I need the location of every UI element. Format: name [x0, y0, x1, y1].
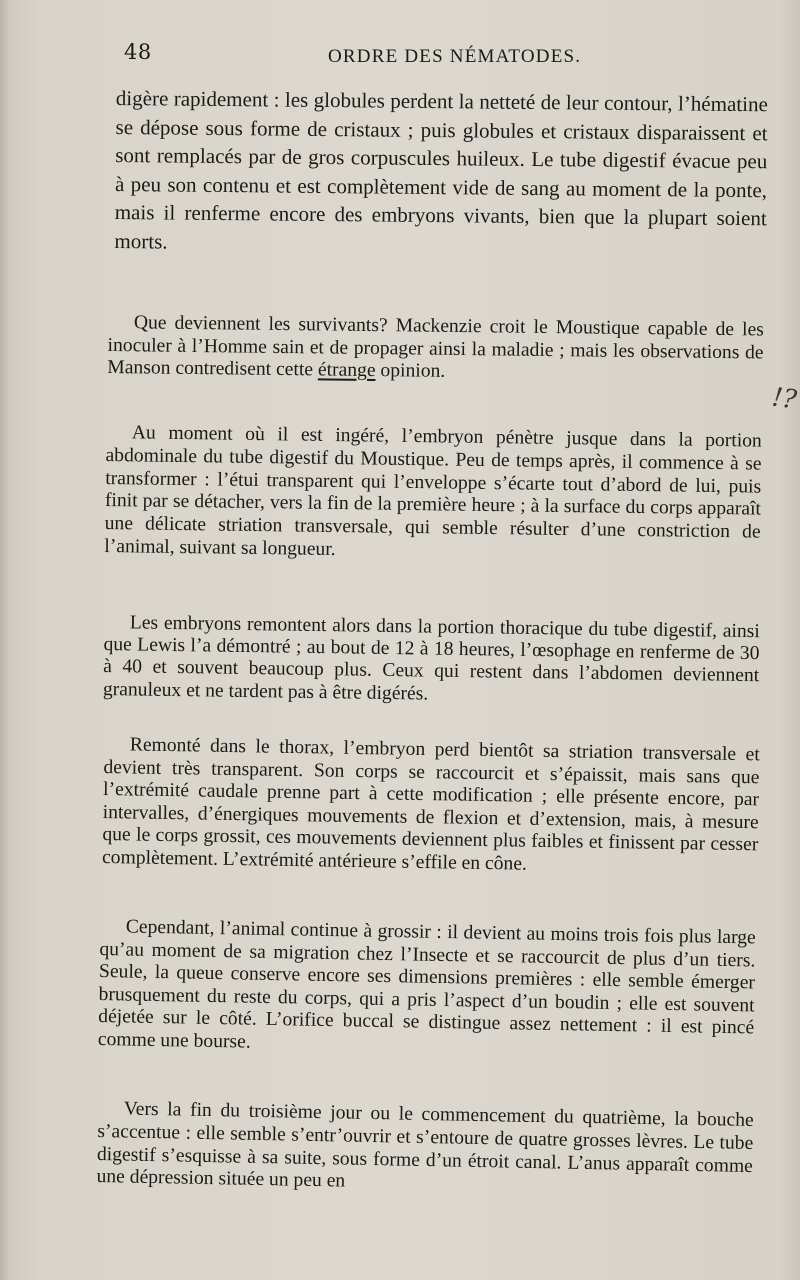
- paragraph-text: digère rapidement : les globules perdent la netteté de leur contour, l’hématine se dépose sous forme de cristaux ; puis globules et cristaux disparaissent et sont remplacés par de gros corpuscules huileux. Le tube digestif évacue peu à peu son contenu et est complètement vide de sang au moment de la ponte, mais il renferme encore des embryons vivants, bien que la plupart soient morts.: [114, 85, 768, 254]
- handwritten-margin-note: !?: [770, 382, 799, 416]
- paragraph-text: Au moment où il est ingéré, l’embryon pénètre jusque dans la portion abdominale du tube digestif du Moustique. Peu de temps après, il commence à se transformer : l’étui transparent qui l’enveloppe s’écarte tout d’abord de lui, puis finit par se détacher, vers la fin de la première heure ; à la surface du corps apparaît une délicate striation transversale, qui semble résulter d’une constriction de l’animal, suivant sa longueur.: [104, 422, 762, 561]
- paragraph-thoracic: [103, 612, 760, 710]
- paragraph-continuation: [114, 84, 768, 261]
- paragraph-growth: [98, 916, 756, 1063]
- paragraph-text: Les embryons remontent alors dans la portion thoracique du tube digestif, ainsi que Lewis l’a démontré ; au bout de 12 à 18 heures, l’œsophage en renferme de 30 à 40 et souvent beaucoup plus. Ceux qui restent dans l’abdomen deviennent granuleux et ne tardent pas à être digérés.: [102, 612, 760, 705]
- paragraph-text-before: Que deviennent les survivants? Mackenzie croit le Moustique capable de les inoculer à l’Homme sain et de propager ainsi la maladie ; mais les observations de Manson contredisent cette: [107, 312, 764, 381]
- paragraph-survivants: [107, 312, 764, 387]
- paragraph-text-after: opinion.: [375, 360, 446, 382]
- paragraph-thorax: [102, 734, 760, 880]
- paragraph-fourth-day: [96, 1098, 754, 1201]
- page-number: 48: [124, 40, 152, 64]
- paragraph-ingestion: [104, 422, 762, 567]
- running-title: ORDRE DES NÉMATODES.: [328, 46, 582, 67]
- page-header: [120, 38, 770, 72]
- paragraph-text: Vers la fin du troisième jour ou le commencement du quatrième, la bouche s’accentue : elle semble s’entr’ouvrir et s’entoure de quatre grosses lèvres. Le tube digestif s’esquisse à sa suite, sous forme d’un étroit canal. L’anus apparaît comme une dépression située un peu en: [96, 1098, 754, 1192]
- paragraph-text: Cependant, l’animal continue à grossir : il devient au moins trois fois plus large qu’au moment de sa migration chez l’Insecte et se raccourcit de plus d’un tiers. Seule, la queue conserve encore ses dimensions premières : elle semble émerger brusquement du reste du corps, qui a pris l’aspect d’un boudin ; elle est souvent déjetée sur le côté. L’orifice buccal se distingue assez nettement : il est pincé comme une bourse.: [97, 916, 756, 1053]
- underlined-word: étrange: [317, 359, 376, 382]
- paragraph-text: Remonté dans le thorax, l’embryon perd bientôt sa striation transversale et devient très transparent. Son corps se raccourcit et s’épaissit, mais sans que l’extrémité caudale prenne part à cette modification ; elle présente encore, par intervalles, d’énergiques mouvements de flexion et d’extension, mais, à mesure que le corps grossit, ces mouvements deviennent plus faibles et finissent par cesser complètement. L’extrémité antérieure s’effile en cône.: [101, 734, 760, 875]
- paragraph-text: [107, 312, 764, 387]
